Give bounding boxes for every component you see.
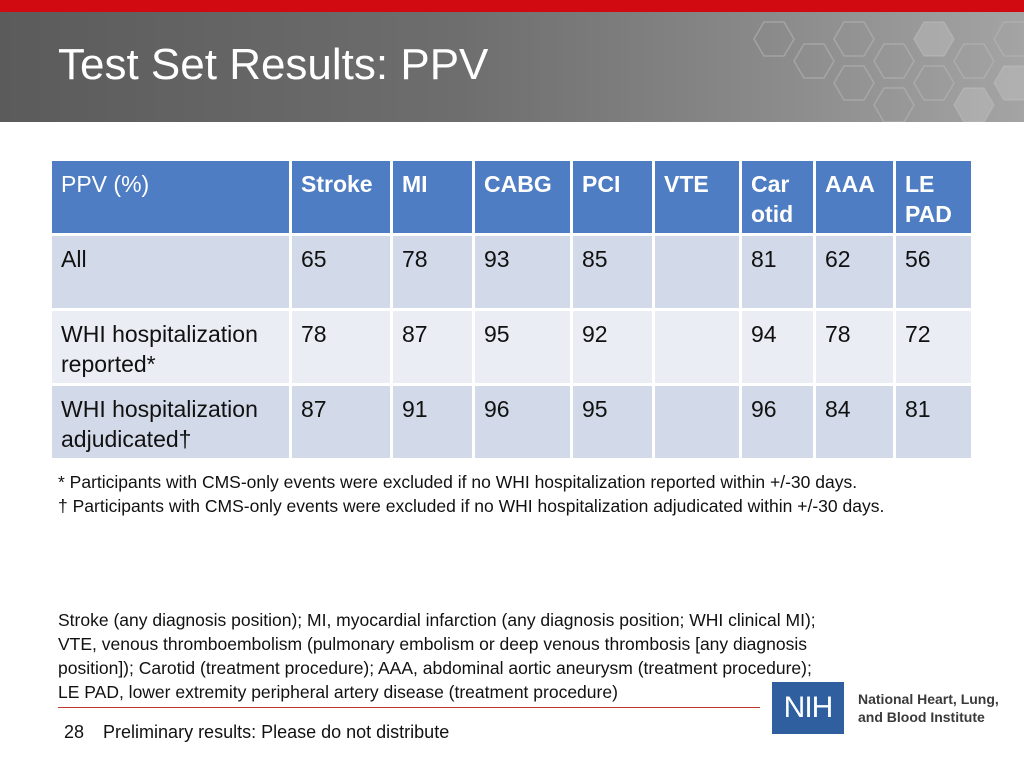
definition-line: Stroke (any diagnosis position); MI, myocardial infarction (any diagnosis position; WHI clinical MI); xyxy=(58,610,816,630)
slide-header xyxy=(0,12,1024,122)
footnotes xyxy=(58,470,884,518)
table-cell: 78 xyxy=(816,311,893,383)
definition-line: VTE, venous thromboembolism (pulmonary embolism or deep venous thrombosis [any diagnosis xyxy=(58,634,807,654)
table-cell xyxy=(655,311,739,383)
table-cell xyxy=(655,236,739,308)
slide-footer xyxy=(64,722,449,743)
footnote-reported: * Participants with CMS-only events were excluded if no WHI hospitalization reported within +/-30 days. xyxy=(58,472,858,492)
column-header: PPV (%) xyxy=(52,161,289,233)
row-label: WHI hospitalization reported* xyxy=(52,311,289,383)
table-cell: 96 xyxy=(742,386,813,458)
table-row xyxy=(52,386,971,458)
table-cell: 65 xyxy=(292,236,390,308)
column-header: MI xyxy=(393,161,472,233)
top-accent-bar xyxy=(0,0,1024,12)
table-cell: 87 xyxy=(292,386,390,458)
table-row xyxy=(52,236,971,308)
definition-line: position]); Carotid (treatment procedure); AAA, abdominal aortic aneurysm (treatment procedure); xyxy=(58,658,812,678)
table-cell: 91 xyxy=(393,386,472,458)
nih-logo-mark: NIH xyxy=(772,682,844,734)
table-cell: 87 xyxy=(393,311,472,383)
row-label: WHI hospitalization adjudicated† xyxy=(52,386,289,458)
institute-name xyxy=(858,690,999,726)
ppv-results-table xyxy=(49,158,974,461)
table-cell: 56 xyxy=(896,236,971,308)
table-row xyxy=(52,311,971,383)
table-cell: 85 xyxy=(573,236,652,308)
footnote-adjudicated: † Participants with CMS-only events were excluded if no WHI hospitalization adjudicated within +/-30 days. xyxy=(58,496,885,516)
table-cell: 78 xyxy=(393,236,472,308)
page-number: 28 xyxy=(64,722,85,742)
hexagon-pattern-decoration xyxy=(724,12,1024,122)
table-cell: 95 xyxy=(475,311,570,383)
column-header: Stroke xyxy=(292,161,390,233)
column-header: Car otid xyxy=(742,161,813,233)
footer-divider xyxy=(58,707,760,708)
table-cell xyxy=(655,386,739,458)
row-label: All xyxy=(52,236,289,308)
table-cell: 62 xyxy=(816,236,893,308)
table-cell: 93 xyxy=(475,236,570,308)
column-header: AAA xyxy=(816,161,893,233)
institute-name-line: National Heart, Lung, xyxy=(858,691,999,707)
table-cell: 96 xyxy=(475,386,570,458)
table-header-row xyxy=(52,161,971,233)
confidentiality-note: Preliminary results: Please do not distribute xyxy=(103,722,450,742)
institute-name-line: and Blood Institute xyxy=(858,709,985,725)
table-cell: 92 xyxy=(573,311,652,383)
table-cell: 84 xyxy=(816,386,893,458)
column-header: LE PAD xyxy=(896,161,971,233)
slide-title: Test Set Results: PPV xyxy=(58,40,489,89)
table-cell: 78 xyxy=(292,311,390,383)
column-header: VTE xyxy=(655,161,739,233)
column-header: PCI xyxy=(573,161,652,233)
nhlbi-logo xyxy=(772,682,1004,734)
definition-line: LE PAD, lower extremity peripheral artery disease (treatment procedure) xyxy=(58,682,618,702)
table-cell: 81 xyxy=(896,386,971,458)
table-cell: 95 xyxy=(573,386,652,458)
column-header: CABG xyxy=(475,161,570,233)
table-cell: 81 xyxy=(742,236,813,308)
table-cell: 72 xyxy=(896,311,971,383)
table-cell: 94 xyxy=(742,311,813,383)
